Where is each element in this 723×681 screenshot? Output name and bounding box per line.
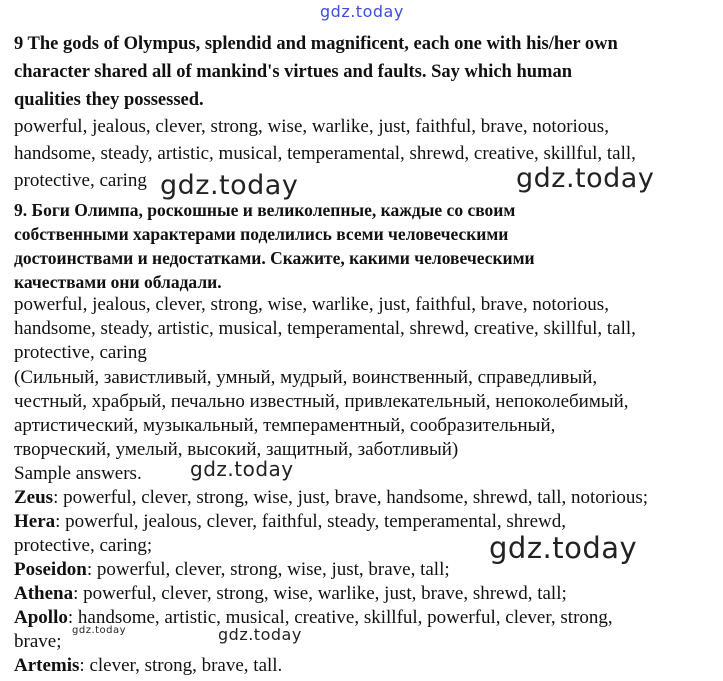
task-en-line: 9 The gods of Olympus, splendid and magnificent, each one with his/her own	[14, 34, 618, 54]
god-name: Athena	[14, 583, 74, 604]
word-list-line: powerful, jealous, clever, strong, wise, warlike, just, faithful, brave, notorious,	[14, 116, 609, 137]
word-list-line: handsome, steady, artistic, musical, temperamental, shrewd, creative, skillful, tall,	[14, 318, 636, 339]
task-ru-line: качествами они обладали.	[14, 272, 222, 292]
watermark: gdz.today	[489, 531, 638, 565]
word-list-line: protective, caring	[14, 170, 147, 191]
sample-answers-label: Sample answers.	[14, 463, 142, 484]
watermark: gdz.today	[190, 457, 294, 481]
word-list-ru-line: (Сильный, завистливый, умный, мудрый, воинственный, справедливый,	[14, 367, 598, 388]
answer-continuation: protective, caring;	[14, 535, 153, 556]
god-name: Zeus	[14, 487, 54, 508]
answer-athena	[14, 583, 567, 605]
god-name: Hera	[14, 511, 56, 532]
task-ru-line: собственными характерами поделились всеми человеческими	[14, 224, 509, 244]
watermark: gdz.today	[160, 170, 299, 201]
god-name: Poseidon	[14, 559, 87, 580]
task-en-line: character shared all of mankind's virtues and faults. Say which human	[14, 62, 572, 82]
watermark: gdz.today	[218, 625, 302, 644]
word-list-line: handsome, steady, artistic, musical, temperamental, shrewd, creative, skillful, tall,	[14, 143, 636, 164]
answer-poseidon	[14, 559, 450, 581]
task-ru-line: 9. Боги Олимпа, роскошные и великолепные, каждые со своим	[14, 200, 516, 220]
word-list-ru-line: артистический, музыкальный, темпераментный, сообразительный,	[14, 415, 556, 436]
god-name: Apollo	[14, 607, 68, 628]
answer-zeus	[14, 487, 648, 509]
answer-text: : powerful, clever, strong, wise, just, brave, tall;	[86, 559, 450, 580]
answer-apollo	[14, 607, 613, 629]
word-list-line: protective, caring	[14, 342, 147, 363]
answer-text: : powerful, jealous, clever, faithful, steady, temperamental, shrewd,	[55, 511, 566, 532]
answer-text: : handsome, artistic, musical, creative, skillful, powerful, clever, strong,	[67, 607, 613, 628]
word-list-ru-line: творческий, умелый, высокий, защитный, заботливый)	[14, 439, 459, 460]
word-list-ru-line: честный, храбрый, печально известный, привлекательный, непоколебимый,	[14, 391, 629, 412]
answer-text: : powerful, clever, strong, wise, warlike, just, brave, shrewd, tall;	[73, 583, 567, 604]
answer-text: : clever, strong, brave, tall.	[79, 655, 283, 676]
answer-text: : powerful, clever, strong, wise, just, brave, handsome, shrewd, tall, notorious;	[53, 487, 649, 508]
task-ru-line: достоинствами и недостатками. Скажите, какими человеческими	[14, 248, 535, 268]
task-en-line: qualities they possessed.	[14, 90, 204, 110]
answer-hera	[14, 511, 566, 533]
watermark: gdz.today	[72, 625, 127, 636]
word-list-line: powerful, jealous, clever, strong, wise, warlike, just, faithful, brave, notorious,	[14, 294, 609, 315]
answer-continuation: brave;	[14, 631, 62, 652]
answer-artemis	[14, 655, 282, 677]
watermark: gdz.today	[516, 163, 655, 194]
watermark: gdz.today	[320, 2, 404, 21]
god-name: Artemis	[14, 655, 80, 676]
